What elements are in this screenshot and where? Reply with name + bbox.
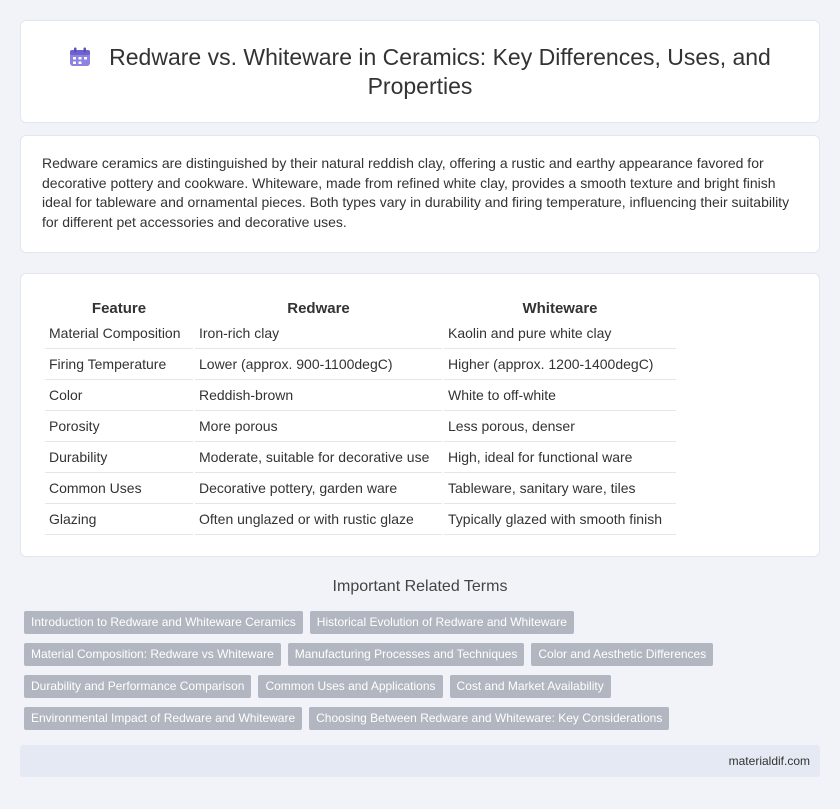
cell-redware: Reddish-brown	[195, 380, 442, 411]
cell-redware: More porous	[195, 411, 442, 442]
cell-feature: Common Uses	[45, 473, 193, 504]
table-header-row	[45, 298, 676, 318]
table-row	[45, 442, 676, 473]
related-term-tag[interactable]: Color and Aesthetic Differences	[531, 643, 713, 666]
calendar-icon	[69, 45, 91, 65]
related-terms-list	[24, 611, 804, 739]
cell-feature: Firing Temperature	[45, 349, 193, 380]
cell-redware: Iron-rich clay	[195, 318, 442, 349]
table-row	[45, 504, 676, 535]
cell-whiteware: Less porous, denser	[444, 411, 676, 442]
cell-feature: Durability	[45, 442, 193, 473]
cell-feature: Color	[45, 380, 193, 411]
table-row	[45, 380, 676, 411]
tag-row	[24, 611, 804, 634]
comparison-card	[20, 273, 820, 557]
header-feature: Feature	[91, 299, 147, 317]
cell-whiteware: White to off-white	[444, 380, 676, 411]
related-terms-title: Important Related Terms	[332, 578, 508, 595]
related-term-tag[interactable]: Common Uses and Applications	[258, 675, 442, 698]
cell-whiteware: High, ideal for functional ware	[444, 442, 676, 473]
cell-redware: Often unglazed or with rustic glaze	[195, 504, 442, 535]
header-redware: Redware	[287, 299, 350, 317]
table-row	[45, 349, 676, 380]
table-row	[45, 473, 676, 504]
cell-whiteware: Kaolin and pure white clay	[444, 318, 676, 349]
related-term-tag[interactable]: Cost and Market Availability	[450, 675, 611, 698]
related-term-tag[interactable]: Material Composition: Redware vs Whiteware	[24, 643, 281, 666]
cell-redware: Lower (approx. 900-1100degC)	[195, 349, 442, 380]
related-term-tag[interactable]: Durability and Performance Comparison	[24, 675, 251, 698]
header-whiteware: Whiteware	[522, 299, 598, 317]
footer-site[interactable]: materialdif.com	[728, 754, 810, 768]
intro-card	[20, 135, 820, 253]
table-body	[45, 318, 676, 535]
cell-whiteware: Tableware, sanitary ware, tiles	[444, 473, 676, 504]
footer	[20, 745, 820, 777]
header-card	[20, 20, 820, 123]
related-term-tag[interactable]: Manufacturing Processes and Techniques	[288, 643, 525, 666]
cell-redware: Decorative pottery, garden ware	[195, 473, 442, 504]
table-row	[45, 318, 676, 349]
table-row	[45, 411, 676, 442]
cell-whiteware: Typically glazed with smooth finish	[444, 504, 676, 535]
related-term-tag[interactable]: Choosing Between Redware and Whiteware: Key Considerations	[309, 707, 669, 730]
cell-feature: Glazing	[45, 504, 193, 535]
related-term-tag[interactable]: Introduction to Redware and Whiteware Ceramics	[24, 611, 303, 634]
comparison-table	[43, 298, 678, 535]
related-term-tag[interactable]: Historical Evolution of Redware and Whiteware	[310, 611, 574, 634]
tag-row	[24, 675, 804, 698]
intro-paragraph: Redware ceramics are distinguished by their natural reddish clay, offering a rustic and earthy appearance favored for decorative pottery and cookware. Whiteware, made from refined white clay, provides a smooth texture and bright finish ideal for tableware and ornamental pieces. Both types vary in durability and firing temperature, influencing their suitability for different pet accessories and decorative uses.	[42, 155, 790, 230]
cell-redware: Moderate, suitable for decorative use	[195, 442, 442, 473]
cell-whiteware: Higher (approx. 1200-1400degC)	[444, 349, 676, 380]
related-term-tag[interactable]: Environmental Impact of Redware and Whiteware	[24, 707, 302, 730]
cell-feature: Material Composition	[45, 318, 193, 349]
page-title: Redware vs. Whiteware in Ceramics: Key Differences, Uses, and Properties	[109, 44, 771, 99]
tag-row	[24, 643, 804, 666]
cell-feature: Porosity	[45, 411, 193, 442]
tag-row	[24, 707, 804, 730]
page-title-wrap	[61, 43, 779, 101]
